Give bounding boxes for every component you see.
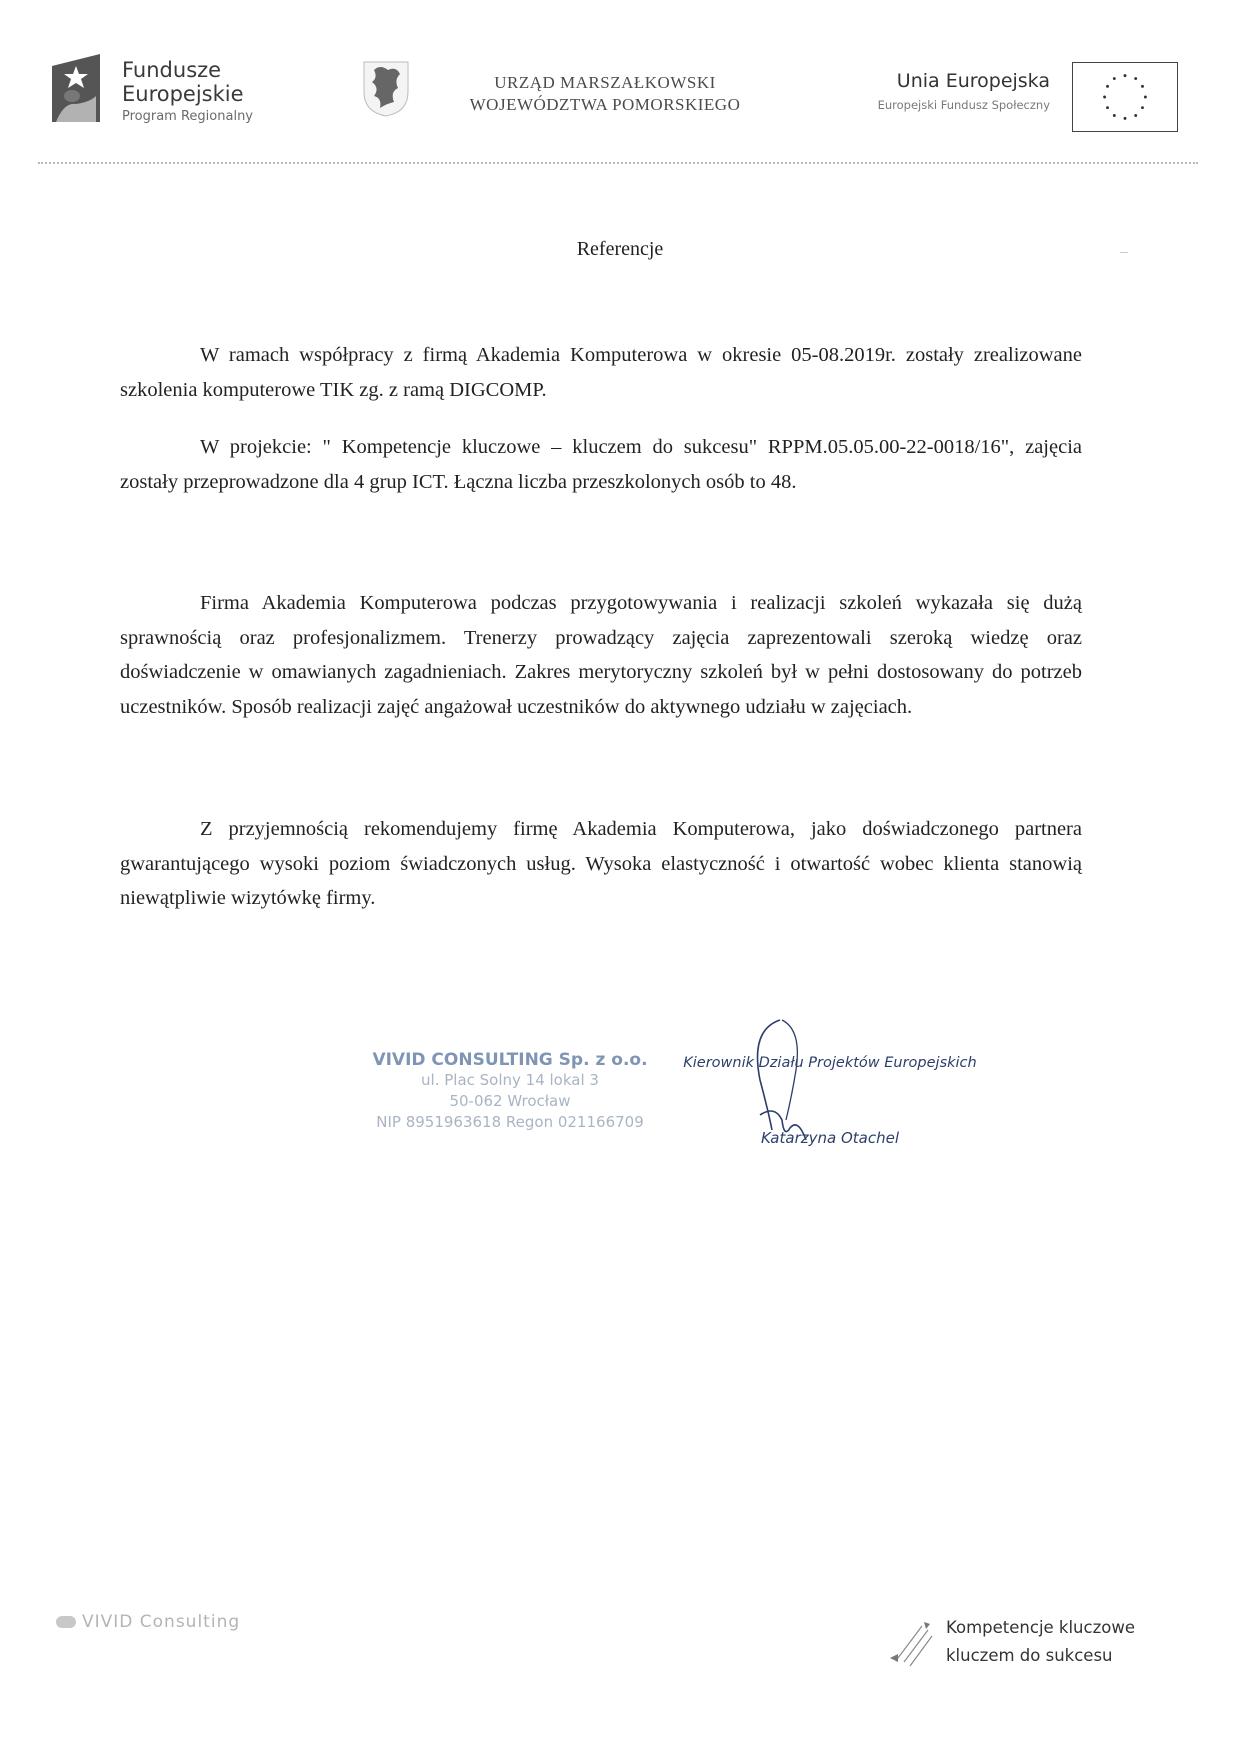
- paragraph-recommendation: [120, 812, 1082, 916]
- signatory-name: Katarzyna Otachel: [761, 1129, 899, 1147]
- paragraph-text: W projekcie: " Kompetencje kluczowe – kluczem do sukcesu" RPPM.05.05.00-22-0018/16", zajęcia zostały przeprowadzone dla 4 grup ICT. Łączna liczba przeszkolonych osób to 48.: [120, 436, 1082, 493]
- marshal-office-line2: WOJEWÓDZTWA POMORSKIEGO: [469, 95, 741, 114]
- eu-title: Unia Europejska: [896, 70, 1050, 92]
- fundusze-europejskie-logo-icon: [50, 52, 102, 124]
- stamp-company-name: VIVID CONSULTING Sp. z o.o.: [372, 1050, 648, 1070]
- fe-title-line2: Europejskie: [122, 82, 244, 106]
- vivid-logo-mark-icon: [56, 1616, 76, 1628]
- fe-title-line1: Fundusze: [122, 58, 222, 82]
- document-title: Referencje: [576, 238, 664, 260]
- fe-subtitle: Program Regionalny: [122, 109, 253, 124]
- marshal-office-line1: URZĄD MARSZAŁKOWSKI: [494, 73, 716, 92]
- marshal-office-text: [440, 72, 770, 116]
- paragraph-cooperation: [120, 338, 1082, 407]
- kk-logo-line1: Kompetencje kluczowe: [946, 1618, 1135, 1637]
- arrows-logo-icon: [888, 1618, 938, 1668]
- signatory-role: Kierownik Działu Projektów Europejskich: [683, 1055, 977, 1071]
- eu-subtitle: Europejski Fundusz Społeczny: [877, 98, 1050, 112]
- eu-text: [800, 70, 1050, 112]
- paragraph-project: [120, 430, 1082, 499]
- vivid-consulting-footer-logo: [56, 1612, 240, 1632]
- kk-logo-text: [946, 1614, 1135, 1670]
- stamp-registry: NIP 8951963618 Regon 021166709: [376, 1113, 644, 1131]
- paragraph-text: Z przyjemnością rekomendujemy firmę Akademia Komputerowa, jako doświadczonego partnera gwarantującego wysoki poziom świadczonych usług. Wysoka elastyczność i otwartość wobec klienta stanowią niewątpliwie wizytówkę firmy.: [120, 818, 1082, 909]
- company-stamp: [360, 1050, 660, 1133]
- fundusze-europejskie-text: [122, 58, 253, 124]
- paragraph-text: W ramach współpracy z firmą Akademia Komputerowa w okresie 05-08.2019r. zostały zrealizowane szkolenia komputerowe TIK zg. z ramą DIGCOMP.: [120, 344, 1082, 401]
- stamp-address-line2: 50-062 Wrocław: [449, 1092, 571, 1110]
- vivid-logo-text: VIVID Consulting: [82, 1612, 241, 1632]
- pomeranian-griffin-crest-icon: [360, 58, 412, 118]
- paragraph-assessment: [120, 586, 1082, 724]
- kk-logo-line2: kluczem do sukcesu: [946, 1646, 1113, 1665]
- eu-flag-icon: [1072, 62, 1178, 132]
- paragraph-text: Firma Akademia Komputerowa podczas przygotowywania i realizacji szkoleń wykazała się dużą sprawnością oraz profesjonalizmem. Trenerzy prowadzący zajęcia zaprezentowali szeroką wiedzę oraz doświadczenie w omawianych zagadnieniach. Zakres merytoryczny szkoleń był w pełni dostosowany do potrzeb uczestników. Sposób realizacji zajęć angażował uczestników do aktywnego udziału w zajęciach.: [120, 592, 1082, 718]
- stamp-address-line1: ul. Plac Solny 14 lokal 3: [421, 1071, 599, 1089]
- header-divider: [38, 162, 1198, 164]
- signature-block: [680, 1055, 980, 1147]
